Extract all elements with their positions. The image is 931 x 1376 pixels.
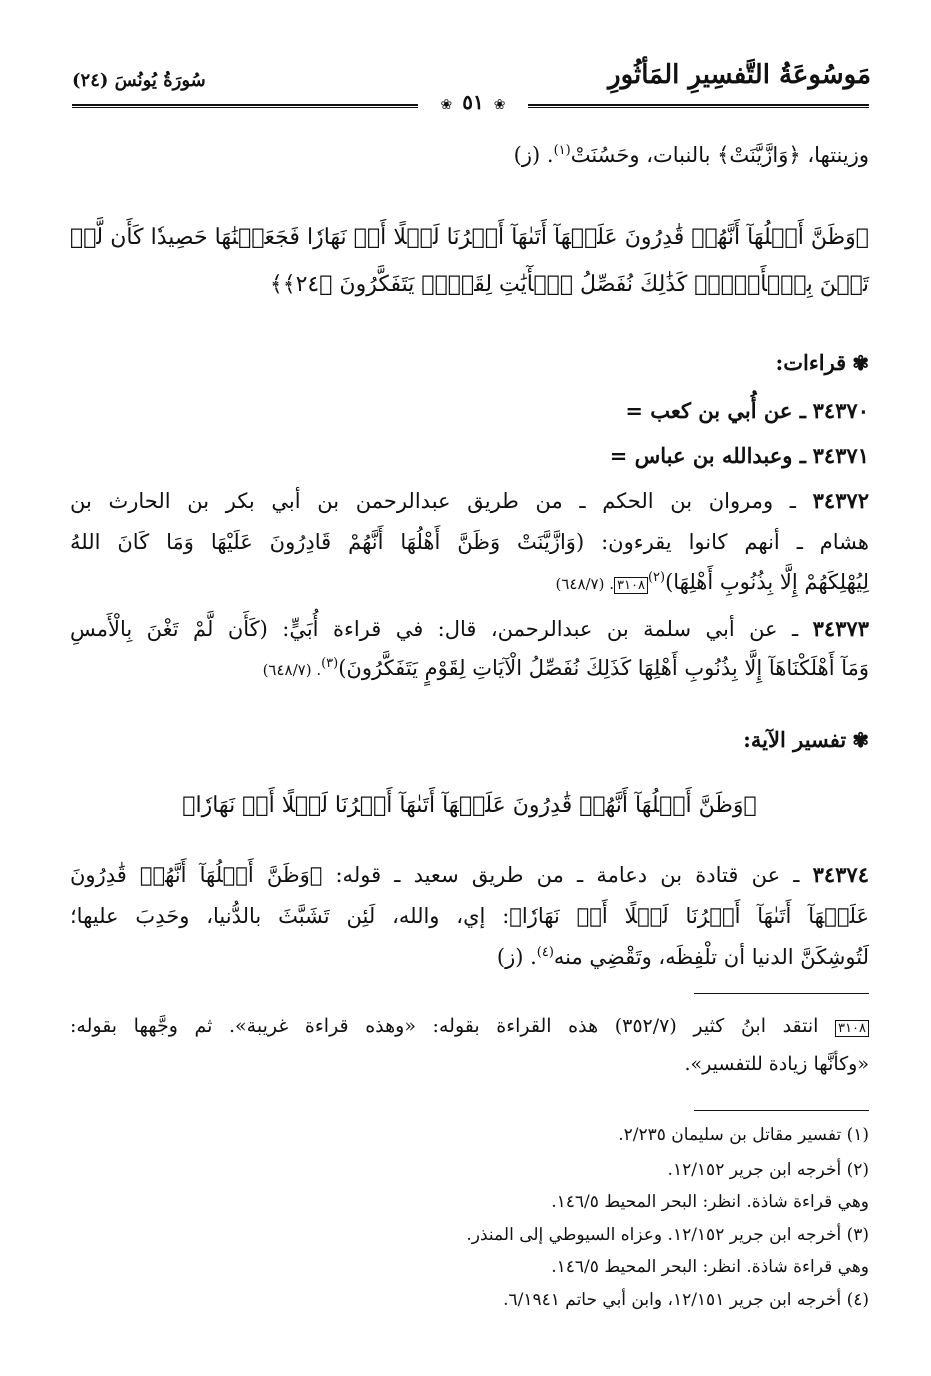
tafsir-heading-text: تفسير الآية: — [743, 727, 847, 752]
tafsir-heading — [70, 727, 869, 752]
volume-ref: . (٦٤٨/٧) — [555, 575, 614, 593]
page-number-box — [418, 90, 528, 116]
note-number-box: ٣١٠٨ — [835, 1020, 869, 1037]
narration-text: وَمَآ أَهْلَكْنَاهَآ إِلَّا بِذُنُوبِ أَهْلِهَا كَذَلِكَ نُفَصِّلُ الْآيَاتِ لِقَوْمٍ يَتَفَكَّرُونَ) — [338, 656, 869, 680]
footnote-2-note: وهي قراءة شاذة. انظر: البحر المحيط ١٤٦/٥. — [551, 1192, 869, 1212]
note-ref-box: ٣١٠٨ — [614, 577, 648, 594]
note-text: انتقد ابنُ كثير (٣٥٢/٧) هذه القراءة بقوله: «وهذه قراءة غريبة». ثم وجَّهها بقوله: — [70, 1015, 819, 1037]
ornament-left-icon: ❀ — [440, 97, 453, 113]
narration-number: ٣٤٣٧١ — [812, 443, 869, 468]
narration-tail: . (ز) — [496, 945, 537, 969]
footnote-2: (٢) أخرجه ابن جرير ١٢/١٥٢. — [667, 1160, 869, 1180]
footnotes-separator — [694, 1110, 869, 1111]
footnote-4: (٤) أخرجه ابن جرير ١٢/١٥١، وابن أبي حاتم ٦/١٩٤١. — [503, 1290, 869, 1310]
narration-34372-line-1 — [70, 488, 869, 513]
tafsir-verse: ﴿وَظَنَّ أَهۡلُهَآ أَنَّهُمۡ قَٰدِرُونَ عَلَيۡهَآ أَتَىٰهَآ أَمۡرُنَا لَيۡلًا أَوۡ نَهَارٗا﴾ — [182, 793, 757, 818]
intro-tail: . (ز) — [513, 143, 554, 167]
footnote-3: (٣) أخرجه ابن جرير ١٢/١٥٢. وعزاه السيوطي إلى المنذر. — [466, 1225, 869, 1245]
narration-34374-line-1 — [70, 862, 869, 887]
book-title: مَوسُوعَةُ التَّفسِيرِ المَأثُورِ — [608, 60, 871, 90]
qiraat-heading — [70, 350, 869, 375]
narration-34370 — [70, 398, 869, 423]
footnote-ref: (١) — [553, 143, 571, 158]
narration-34374-line-3 — [70, 945, 869, 969]
intro-line — [70, 143, 869, 167]
footnote-ref: (٣) — [321, 656, 339, 671]
intro-text: وزينتها، ﴿وَازَّيَّنَتْ﴾ بالنبات، وحَسُنَتْ — [570, 143, 869, 167]
narration-text: ـ ومروان بن الحكم ـ من طريق عبدالرحمن بن أبي بكر بن الحارث بن — [70, 489, 796, 513]
narration-text: ـ عن أُبي بن كعب = — [625, 398, 806, 423]
narration-34373-line-2 — [70, 656, 869, 680]
narration-text: ـ عن أبي سلمة بن عبدالرحمن، قال: في قراءة أُبَيٍّ: (كَأَن لَّمْ تَغْنَ بِالْأَمسِ — [70, 617, 799, 641]
verse-line-1: ﴿وَظَنَّ أَهۡلُهَآ أَنَّهُمۡ قَٰدِرُونَ عَلَيۡهَآ أَتَىٰهَآ أَمۡرُنَا لَيۡلًا أَوۡ نَهَارٗا فَجَعَلۡنَٰهَا حَصِيدٗا كَأَن لَّمۡ — [70, 225, 869, 250]
flower-icon: ✾ — [852, 351, 869, 375]
note-separator — [694, 993, 869, 994]
narration-34372-line-2: هشام ـ أنهم كانوا يقرءون: (وَازَّيَّنَتْ وَظَنَّ أَهْلُهَا أَنَّهُمْ قَادِرُونَ عَلَيْهَا وَمَا كَانَ اللهُ — [70, 530, 869, 554]
qiraat-heading-text: قراءات: — [775, 350, 847, 375]
volume-ref: . (٦٤٨/٧) — [262, 661, 322, 679]
narration-number: ٣٤٣٧٠ — [812, 398, 869, 423]
narration-34372-line-3 — [70, 570, 869, 594]
ornament-right-icon: ❀ — [493, 97, 506, 113]
narration-text: لِيُهْلِكَهُمْ إِلَّا بِذُنُوبِ أَهْلِهَا) — [665, 570, 869, 594]
narration-number: ٣٤٣٧٢ — [812, 488, 869, 513]
narration-number: ٣٤٣٧٣ — [812, 616, 869, 641]
narration-text: ـ عن قتادة بن دعامة ـ من طريق سعيد ـ قوله: ﴿وَظَنَّ أَهۡلُهَآ أَنَّهُمۡ قَٰدِرُونَ — [70, 863, 800, 887]
note-line-1 — [70, 1015, 869, 1037]
footnote-ref: (٤) — [536, 945, 554, 960]
footnote-1: (١) تفسير مقاتل بن سليمان ٢/٢٣٥. — [618, 1125, 869, 1145]
narration-text: ـ وعبدالله بن عباس = — [609, 443, 806, 468]
narration-text: لَتُوشِكَنَّ الدنيا أن تلْفِظَه، وتَقْضِي منه — [553, 945, 869, 969]
flower-icon: ✾ — [852, 728, 869, 752]
narration-number: ٣٤٣٧٤ — [812, 862, 869, 887]
verse-line-2: تَغۡنَ بِٱلۡأَمۡسِۚ كَذَٰلِكَ نُفَصِّلُ ٱلۡأٓيَٰتِ لِقَوۡمٖ يَتَفَكَّرُونَ ﴿٢٤﴾﴾ — [269, 272, 869, 297]
surah-label: سُورَةُ يُونُسَ (٢٤) — [72, 70, 206, 91]
note-line-2: «وكأنَّها زيادة للتفسير». — [684, 1053, 869, 1075]
narration-34373-line-1 — [70, 616, 869, 641]
footnote-ref: (٢) — [647, 570, 666, 585]
page-number: ٥١ — [462, 90, 484, 114]
narration-34371 — [70, 443, 869, 468]
narration-34374-line-2: عَلَيۡهَآ أَتَىٰهَآ أَمۡرُنَا لَيۡلًا أَوۡ نَهَارٗا﴾: إي، والله، لَئِن تَشَبَّثَ بالدُّنيا، وحَدِبَ عليها؛ — [70, 904, 869, 928]
footnote-3-note: وهي قراءة شاذة. انظر: البحر المحيط ١٤٦/٥. — [551, 1257, 869, 1277]
